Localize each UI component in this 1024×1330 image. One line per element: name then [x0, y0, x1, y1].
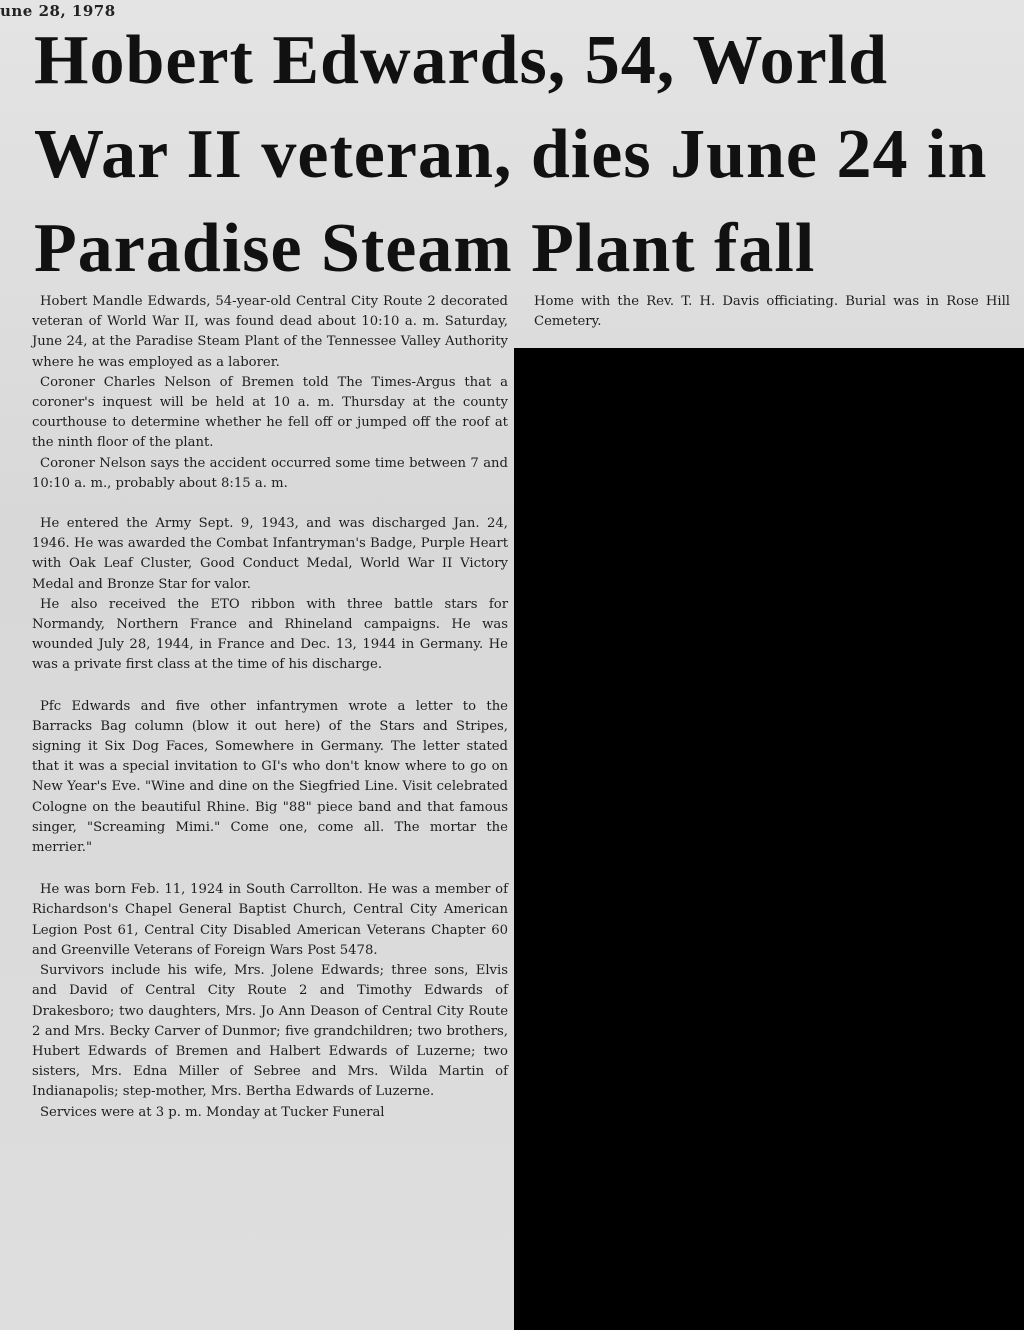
paragraph-army-service: He entered the Army Sept. 9, 1943, and was discharged Jan. 24, 1946. He was awarded the Combat Infantryman's Badge, Purple Heart with Oak Leaf Cluster, Good Conduct Medal, World War II Victory Medal and Bronze Star for valor.	[32, 516, 508, 592]
paragraph-letter: Pfc Edwards and five other infantrymen wrote a letter to the Barracks Bag column (blow it out here) of the Stars and Stripes, signing it Six Dog Faces, Somewhere in Germany. The letter stated that it was a special invitation to GI's who don't know where to go on New Year's Eve. "Wine and dine on the Siegfried Line. Visit celebrated Cologne on the beautiful Rhine. Big "88" piece band and that famous singer, "Screaming Mimi." Come one, come all. The mortar the merrier."	[32, 698, 508, 856]
headline: Hobert Edwards, 54, World War II veteran, dies June 24 in Paradise Steam Plant fall	[34, 22, 988, 287]
paragraph-spacer	[32, 494, 508, 514]
paragraph-spacer	[32, 676, 508, 697]
article-right-column	[534, 292, 1010, 332]
paragraph-eto-ribbon: He also received the ETO ribbon with three battle stars for Normandy, Northern France and Rhineland campaigns. He was wounded July 28, 1944, in France and Dec. 13, 1944 in Germany. He was a private first class at the time of his discharge.	[32, 596, 508, 673]
article-left-column	[32, 292, 508, 1123]
paragraph-services-continued: Home with the Rev. T. H. Davis officiating. Burial was in Rose Hill Cemetery.	[534, 294, 1010, 330]
paragraph-spacer	[32, 858, 508, 880]
paragraph-biography: He was born Feb. 11, 1924 in South Carrollton. He was a member of Richardson's Chapel General Baptist Church, Central City American Legion Post 61, Central City Disabled American Veterans Chapter 60 and Greenville Veterans of Foreign Wars Post 5478.	[32, 882, 508, 958]
dateline: une 28, 1978	[0, 2, 116, 20]
paragraph-death-report: Hobert Mandle Edwards, 54-year-old Central City Route 2 decorated veteran of World War II, was found dead about 10:10 a. m. Saturday, June 24, at the Paradise Steam Plant of the Tennessee Valley Authority where he was employed as a laborer.	[32, 294, 508, 370]
redaction-block	[514, 348, 1024, 1330]
paragraph-survivors: Survivors include his wife, Mrs. Jolene Edwards; three sons, Elvis and David of Central City Route 2 and Timothy Edwards of Drakesboro; two daughters, Mrs. Jo Ann Deason of Central City Route 2 and Mrs. Becky Carver of Dunmor; five grandchildren; two brothers, Hubert Edwards of Bremen and Halbert Edwards of Luzerne; two sisters, Mrs. Edna Miller of Sebree and Mrs. Wilda Martin of Indianapolis; step-mother, Mrs. Bertha Edwards of Luzerne.	[32, 963, 508, 1100]
paragraph-accident-time: Coroner Nelson says the accident occurred some time between 7 and 10:10 a. m., probably about 8:15 a. m.	[32, 455, 508, 491]
paragraph-coroner-inquest: Coroner Charles Nelson of Bremen told The Times-Argus that a coroner's inquest will be held at 10 a. m. Thursday at the county courthouse to determine whether he fell off or jumped off the roof at the ninth floor of the plant.	[32, 374, 508, 451]
paragraph-services: Services were at 3 p. m. Monday at Tucker Funeral	[40, 1104, 385, 1120]
